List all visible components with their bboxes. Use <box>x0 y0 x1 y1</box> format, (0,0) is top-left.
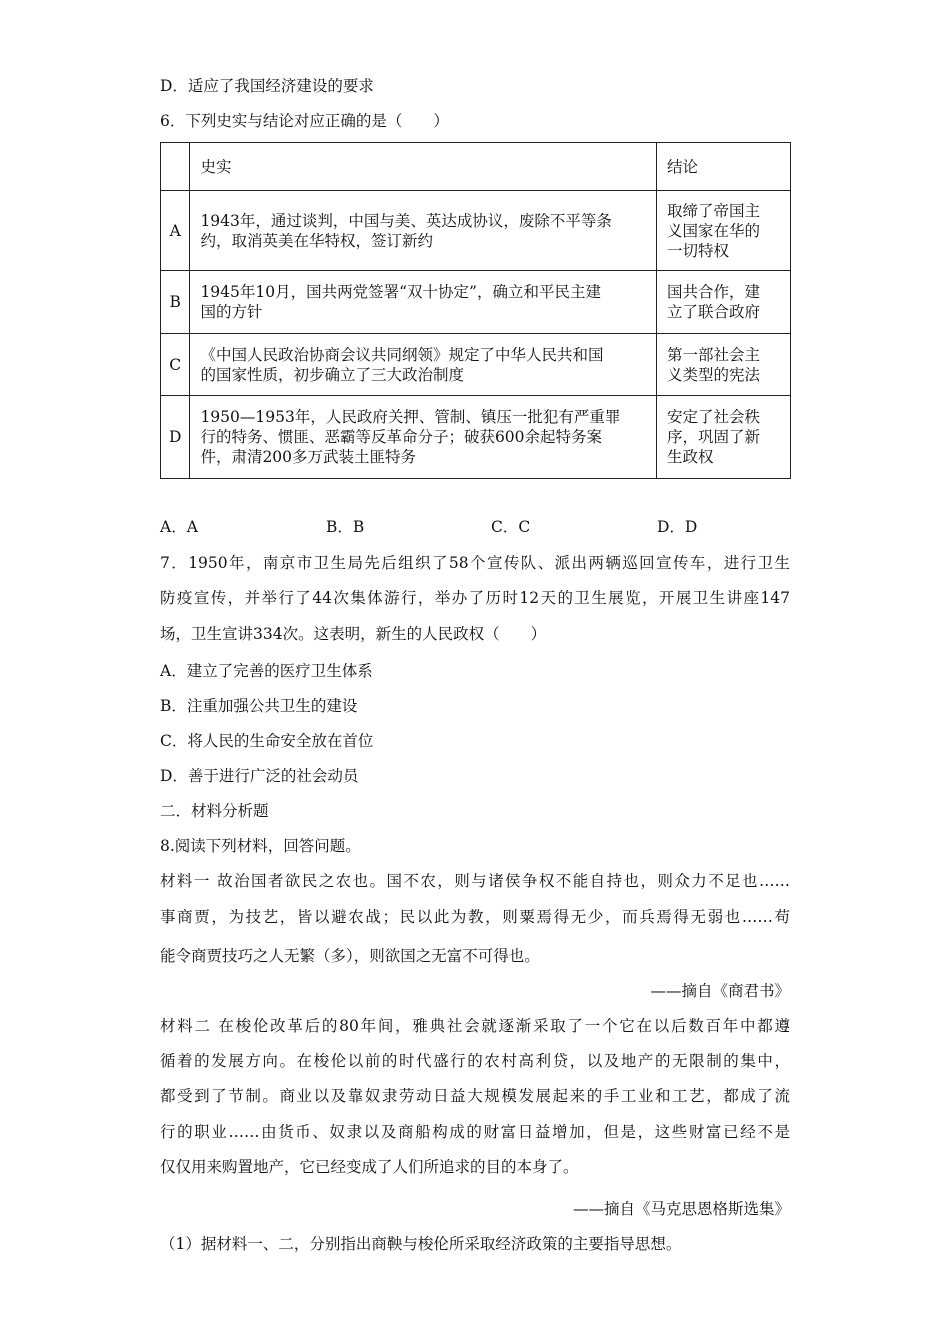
q6-table <box>160 142 791 479</box>
row-conclusion <box>657 334 791 396</box>
material1-line: 事商贾，为技艺，皆以避农战；民以此为教，则粟焉得无少，而兵焉得无弱也……苟 <box>160 908 790 926</box>
q6-option-d: D．D <box>657 518 698 536</box>
conclusion-line: 义类型的宪法 <box>667 365 761 384</box>
header-conclusion: 结论 <box>657 143 791 191</box>
material2-line: 都受到了节制。商业以及靠奴隶劳动日益大规模发展起来的手工业和工艺，都成了流 <box>160 1087 790 1105</box>
fact-line: 国的方针 <box>200 303 263 321</box>
row-fact <box>190 334 657 396</box>
fact-line: 《中国人民政治协商会议共同纲领》规定了中华人民共和国 <box>200 345 604 364</box>
conclusion-line: 第一部社会主 <box>667 345 761 364</box>
table-row <box>161 396 791 479</box>
q6-option-a: A．A <box>160 518 198 536</box>
q7-stem-line: 防疫宣传，并举行了44次集体游行，举办了历时12天的卫生展览，开展卫生讲座147 <box>160 589 790 607</box>
q6-option-b: B．B <box>326 518 365 536</box>
q5-option-d: D．适应了我国经济建设的要求 <box>160 77 374 95</box>
conclusion-line: 序，巩固了新 <box>667 428 761 446</box>
table-row <box>161 271 791 334</box>
fact-line: 行的特务、惯匪、恶霸等反革命分子；破获600余起特务案 <box>200 428 603 446</box>
q7-stem-line: 7．1950年，南京市卫生局先后组织了58个宣传队、派出两辆巡回宣传车，进行卫生 <box>160 554 790 572</box>
fact-line: 的国家性质，初步确立了三大政治制度 <box>200 365 464 384</box>
row-label: B <box>161 271 190 334</box>
fact-line: 件，肃清200多万武装土匪特务 <box>200 448 417 466</box>
table-row <box>161 191 791 271</box>
material2-line: 仅仅用来购置地产，它已经变成了人们所追求的目的本身了。 <box>160 1158 579 1176</box>
q7-option-a: A．建立了完善的医疗卫生体系 <box>160 662 373 680</box>
q6-stem: 6．下列史实与结论对应正确的是（ ） <box>160 112 449 130</box>
row-label: A <box>161 191 190 271</box>
row-label: D <box>161 396 190 479</box>
q7-stem-line: 场，卫生宣讲334次。这表明，新生的人民政权（ ） <box>160 625 547 643</box>
fact-line: 1945年10月，国共两党签署“双十协定”，确立和平民主建 <box>200 283 601 301</box>
row-conclusion <box>657 271 791 334</box>
q7-option-b: B．注重加强公共卫生的建设 <box>160 697 358 715</box>
fact-line: 1950—1953年，人民政府关押、管制、镇压一批犯有严重罪 <box>200 408 621 426</box>
conclusion-line: 安定了社会秩 <box>667 408 761 426</box>
row-conclusion <box>657 396 791 479</box>
header-fact: 史实 <box>190 143 657 191</box>
material2-line: 材料二 在梭伦改革后的80年间，雅典社会就逐渐采取了一个它在以后数百年中都遵 <box>160 1017 790 1035</box>
row-conclusion <box>657 191 791 271</box>
material1-line: 材料一 故治国者欲民之农也。国不农，则与诸侯争权不能自持也，则众力不足也…… <box>160 872 790 890</box>
source2: ——摘自《马克思恩格斯选集》 <box>572 1200 790 1218</box>
row-fact <box>190 396 657 479</box>
header-blank <box>161 143 190 191</box>
q7-option-c: C．将人民的生命安全放在首位 <box>160 732 374 750</box>
q7-option-d: D．善于进行广泛的社会动员 <box>160 767 359 785</box>
material2-line: 循着的发展方向。在梭伦以前的时代盛行的农村高利贷，以及地产的无限制的集中， <box>160 1052 790 1070</box>
q8-sub1: （1）据材料一、二，分别指出商鞅与梭伦所采取经济政策的主要指导思想。 <box>160 1235 682 1253</box>
row-fact <box>190 191 657 271</box>
conclusion-line: 取缔了帝国主 <box>667 201 761 220</box>
section-heading: 二．材料分析题 <box>160 802 269 820</box>
conclusion-line: 一切特权 <box>667 241 730 260</box>
conclusion-line: 立了联合政府 <box>667 303 761 321</box>
table-row <box>161 334 791 396</box>
fact-line: 约，取消英美在华特权，签订新约 <box>200 231 433 250</box>
fact-line: 1943年，通过谈判，中国与美、英达成协议，废除不平等条 <box>200 211 612 230</box>
source1: ——摘自《商君书》 <box>650 982 790 1000</box>
q6-option-c: C．C <box>491 518 531 536</box>
conclusion-line: 生政权 <box>667 448 714 466</box>
row-fact <box>190 271 657 334</box>
conclusion-line: 国共合作，建 <box>667 283 761 301</box>
table-header-row <box>161 143 791 191</box>
row-label: C <box>161 334 190 396</box>
conclusion-line: 义国家在华的 <box>667 221 761 240</box>
material1-line: 能令商贾技巧之人无繁（多），则欲国之无富不可得也。 <box>160 947 540 965</box>
q8-stem: 8.阅读下列材料，回答问题。 <box>160 837 361 855</box>
material2-line: 行的职业……由货币、奴隶以及商船构成的财富日益增加，但是，这些财富已经不是 <box>160 1123 790 1141</box>
